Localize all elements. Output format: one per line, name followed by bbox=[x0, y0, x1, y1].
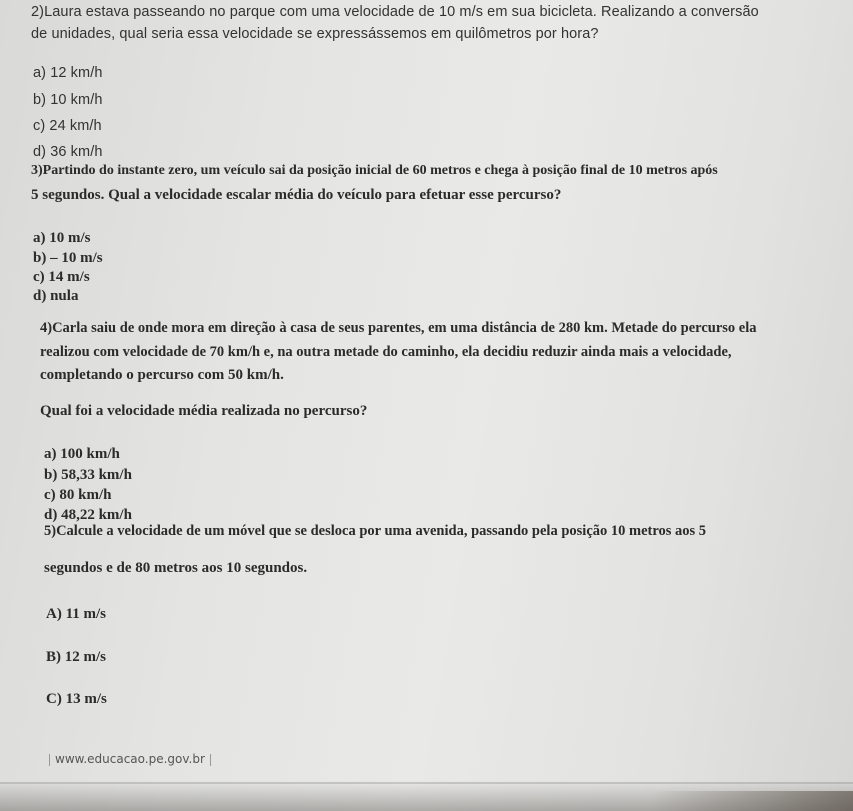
q5-text-line-1: 5)Calcule a velocidade de um móvel que se desloca por uma avenida, passando pela posição 10 metros aos 5 bbox=[44, 523, 707, 539]
q2-text-line-1: 2)Laura estava passeando no parque com uma velocidade de 10 m/s em sua bicicleta. Realizando a conversão bbox=[31, 4, 759, 20]
q2-text-line-2: de unidades, qual seria essa velocidade se expressássemos em quilômetros por hora? bbox=[31, 26, 599, 42]
q4-option-c: c) 80 km/h bbox=[44, 487, 112, 503]
q4-option-b: b) 58,33 km/h bbox=[44, 467, 132, 483]
q3-option-c: c) 14 m/s bbox=[33, 269, 90, 285]
q4-text-line-1: 4)Carla saiu de onde mora em direção à casa de seus parentes, em uma distância de 280 km. Metade do percurso ela bbox=[40, 320, 757, 336]
q3-option-a: a) 10 m/s bbox=[33, 230, 91, 246]
paper-corner-shadow bbox=[653, 791, 853, 811]
q5-option-b: B) 12 m/s bbox=[46, 649, 106, 665]
footer-url-box bbox=[44, 752, 216, 766]
q3-text-line-2: 5 segundos. Qual a velocidade escalar média do veículo para efetuar esse percurso? bbox=[31, 187, 562, 203]
footer-divider-right bbox=[210, 754, 211, 766]
footer-divider-left bbox=[49, 754, 50, 766]
footer-url: www.educacao.pe.gov.br bbox=[55, 752, 205, 766]
q4-option-a: a) 100 km/h bbox=[44, 446, 120, 462]
q3-option-b: b) – 10 m/s bbox=[33, 250, 103, 266]
q2-option-a: a) 12 km/h bbox=[33, 65, 103, 81]
q3-option-d: d) nula bbox=[33, 288, 79, 304]
q5-option-a: A) 11 m/s bbox=[46, 606, 106, 622]
q5-text-line-2: segundos e de 80 metros aos 10 segundos. bbox=[44, 560, 308, 576]
q3-text-line-1: 3)Partindo do instante zero, um veículo sai da posição inicial de 60 metros e chega à posição final de 10 metros após bbox=[31, 163, 718, 178]
q2-option-b: b) 10 km/h bbox=[33, 92, 103, 108]
q4-question: Qual foi a velocidade média realizada no percurso? bbox=[40, 403, 368, 419]
q4-text-line-3: completando o percurso com 50 km/h. bbox=[40, 367, 284, 383]
q4-text-line-2: realizou com velocidade de 70 km/h e, na outra metade do caminho, ela decidiu reduzir ainda mais a velocidade, bbox=[40, 344, 732, 360]
q2-option-d: d) 36 km/h bbox=[33, 144, 103, 160]
q2-option-c: c) 24 km/h bbox=[33, 118, 102, 134]
q4-option-d: d) 48,22 km/h bbox=[44, 507, 132, 523]
q5-option-c: C) 13 m/s bbox=[46, 691, 107, 707]
